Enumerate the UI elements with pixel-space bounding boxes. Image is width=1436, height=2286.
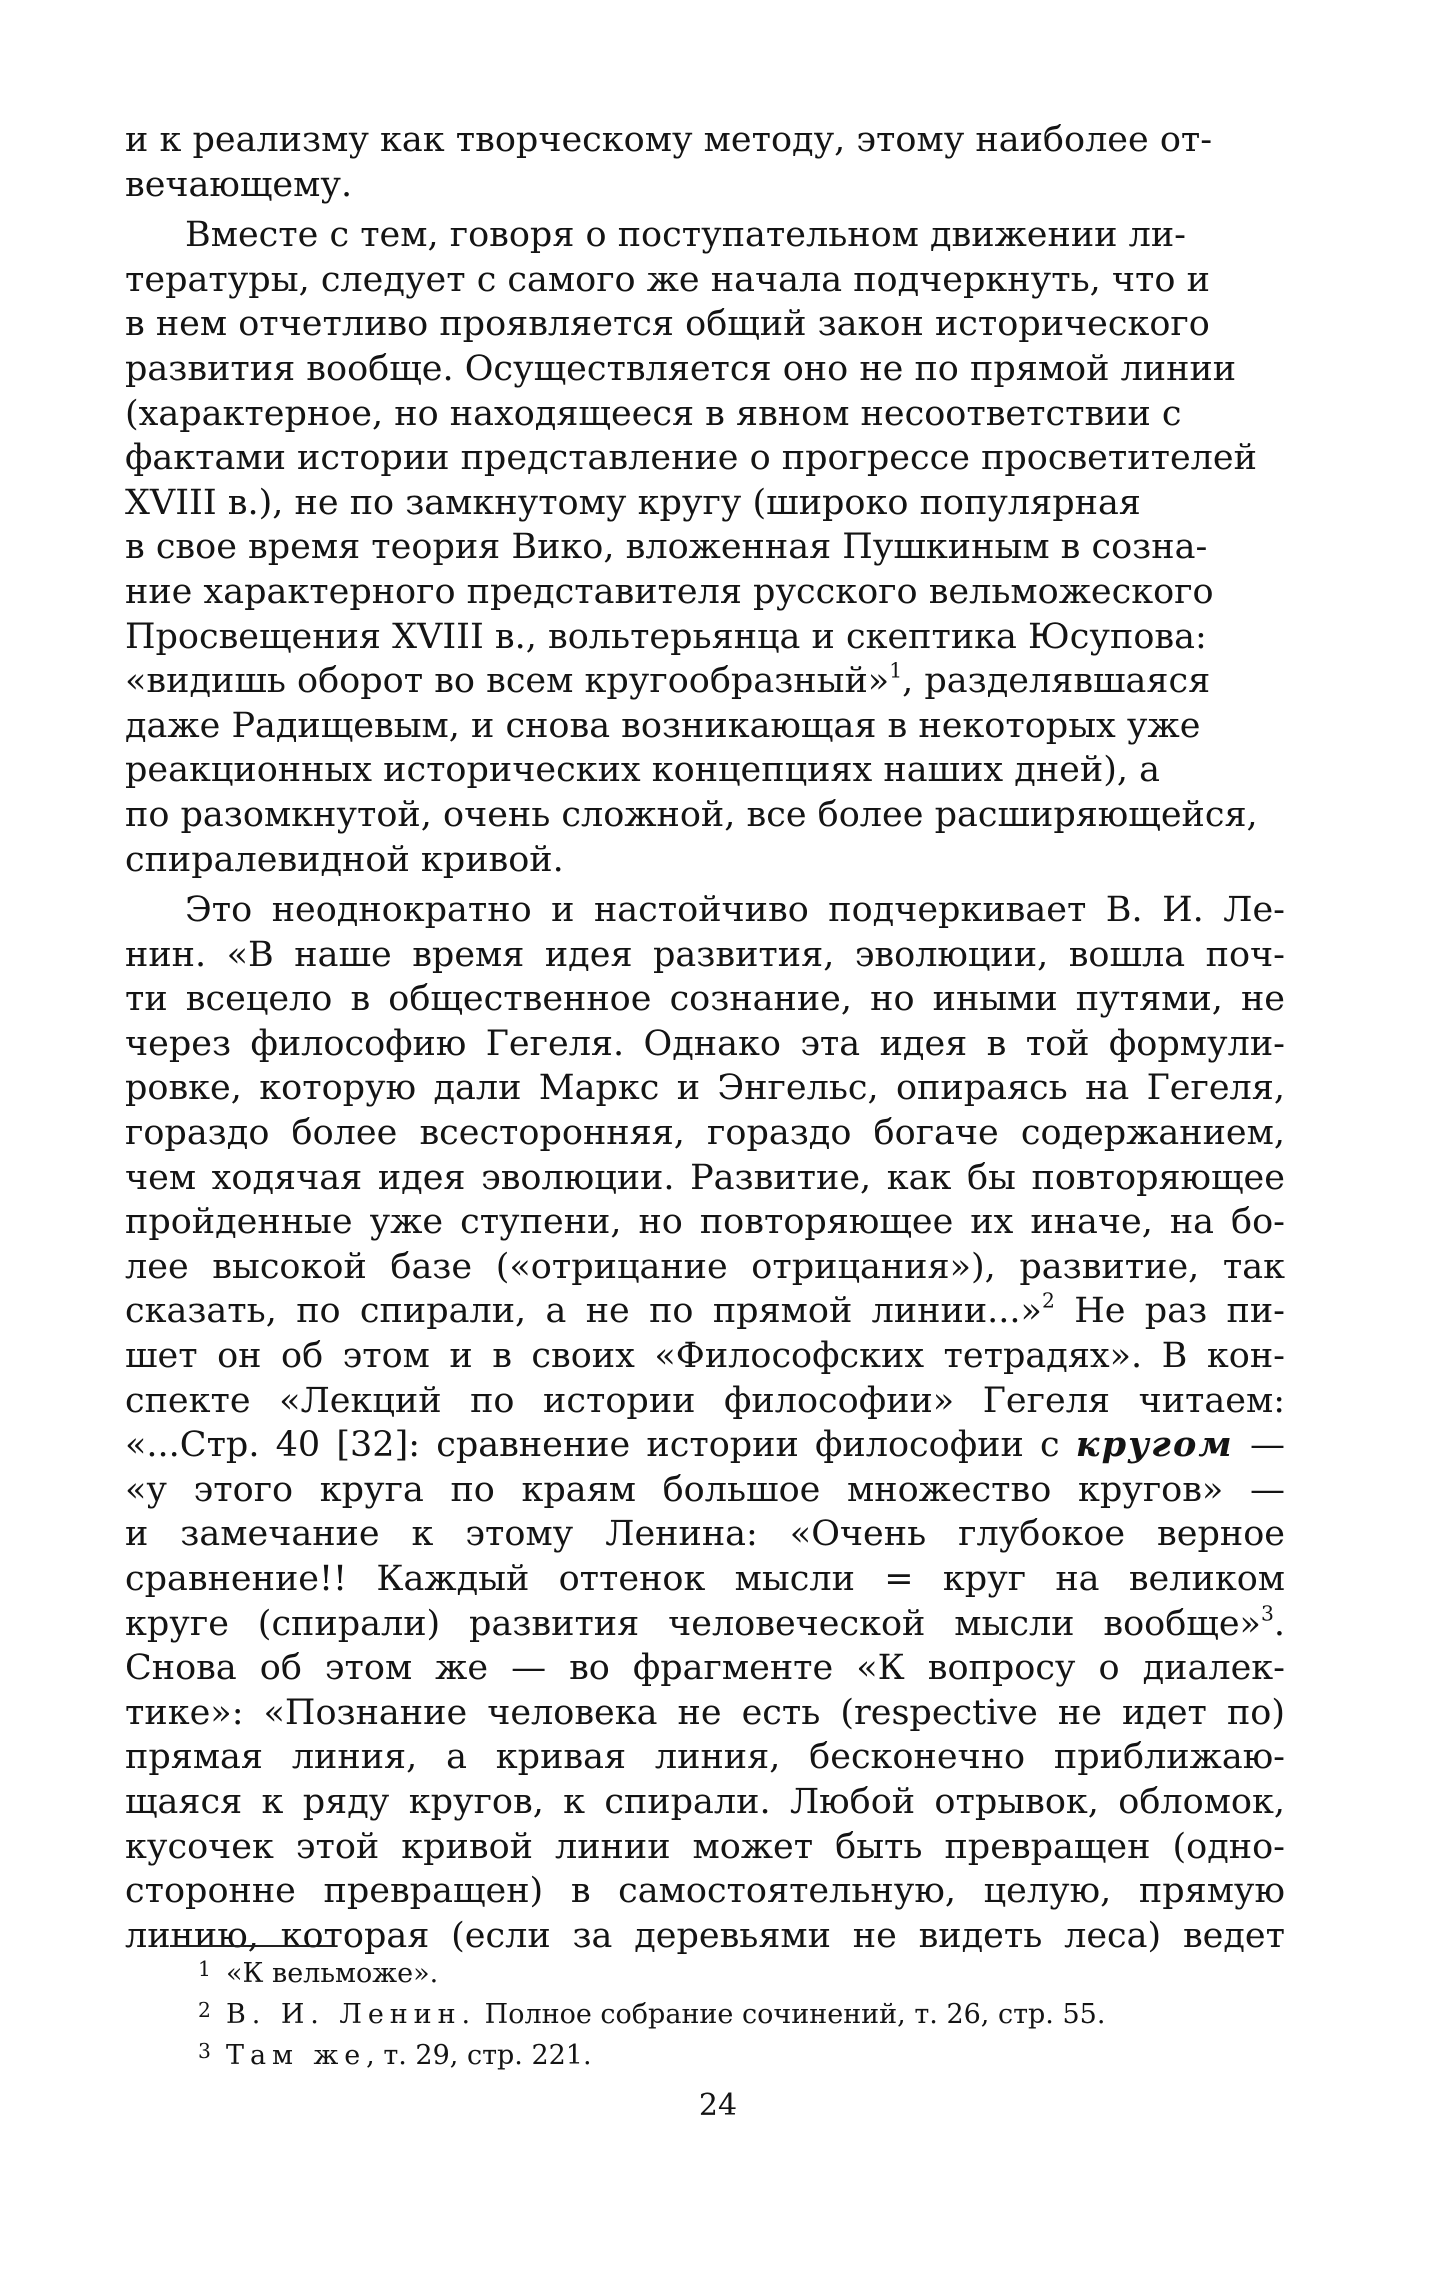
- text-line: и к реализму как творческому методу, этому наиболее от-: [125, 120, 1213, 160]
- text-line: «у этого круга по краям большое множество кругов» —: [125, 1469, 1285, 1510]
- footnote: [198, 1951, 1258, 1992]
- text-line: Снова об этом же — во фрагменте «К вопросу о диалек-: [125, 1648, 1285, 1689]
- footnote-separator: [170, 1945, 335, 1947]
- footnote-number: 1: [198, 1957, 211, 1981]
- text-line: гораздо более всесторонняя, гораздо богаче содержанием,: [125, 1113, 1285, 1154]
- text-line: сказать, по спирали, а не по прямой линии...»: [125, 1291, 1042, 1332]
- text-line: в свое время теория Вико, вложенная Пушкиным в созна-: [125, 527, 1208, 568]
- text-line: (характерное, но находящееся в явном несоответствии с: [125, 393, 1182, 434]
- text-line: ровке, которую дали Маркс и Энгельс, опираясь на Гегеля,: [125, 1068, 1285, 1109]
- text-line: .: [1273, 1603, 1285, 1644]
- text-line: фактами истории представление о прогрессе просветителей: [125, 438, 1257, 479]
- text-line: развития вообще. Осуществляется оно не по прямой линии: [125, 348, 1237, 389]
- page-number: 24: [698, 2088, 738, 2123]
- text-line: Это неоднократно и настойчиво подчеркивает В. И. Ле-: [185, 890, 1285, 931]
- text-line: сторонне превращен) в самостоятельную, целую, прямую: [125, 1871, 1285, 1912]
- text-line: «видишь оборот во всем кругообразный»: [125, 661, 890, 702]
- text-line: линию, которая (если за деревьями не видеть леса) ведет: [125, 1915, 1285, 1956]
- text-line: шет он об этом и в своих «Философских тетрадях». В кон-: [125, 1336, 1285, 1377]
- text-line: сравнение!! Каждый оттенок мысли = круг на великом: [125, 1559, 1285, 1599]
- paragraph: [125, 118, 1285, 207]
- text-line: спиралевидной кривой.: [125, 839, 564, 880]
- text-line: щаяся к ряду кругов, к спирали. Любой отрывок, обломок,: [125, 1781, 1285, 1822]
- text-line: по разомкнутой, очень сложной, все более расширяющейся,: [125, 794, 1258, 835]
- footnote-number: 2: [198, 1998, 211, 2023]
- text-line: вечающему.: [125, 164, 353, 205]
- paragraph: [125, 888, 1285, 1958]
- text-line: тике»: «Познание человека не есть (respective не идет по): [125, 1692, 1285, 1733]
- text-line: XVIII в.), не по замкнутому кругу (широко популярная: [125, 482, 1141, 523]
- footnote-author: Там же: [226, 2040, 367, 2072]
- text-line: Не раз пи-: [1054, 1291, 1285, 1332]
- text-line: —: [1233, 1425, 1285, 1466]
- text-line: через философию Гегеля. Однако эта идея в той формули-: [125, 1023, 1285, 1064]
- footnote-text: «К вельможе».: [226, 1958, 439, 1990]
- footnote-text: Полное собрание сочинений, т. 26, стр. 55.: [476, 1999, 1106, 2031]
- text-line: прямая линия, а кривая линия, бесконечно приближаю-: [125, 1737, 1285, 1778]
- footnote-text: , т. 29, стр. 221.: [366, 2040, 592, 2072]
- footnote-ref: 3: [1260, 1600, 1274, 1625]
- footnote: [198, 1992, 1258, 2033]
- footnote: [198, 2033, 1258, 2074]
- text-line: ти всецело в общественное сознание, но иными путями, не: [125, 979, 1285, 1020]
- text-line: , разделявшаяся: [902, 661, 1211, 702]
- text-line: и замечание к этому Ленина: «Очень глубокое верное: [125, 1514, 1285, 1555]
- emphasized-word: кругом: [1075, 1424, 1234, 1466]
- footnote-author: В. И. Ленин.: [226, 1999, 477, 2031]
- footnote-ref: 2: [1041, 1288, 1055, 1313]
- footnote-ref: 1: [889, 658, 903, 683]
- text-line: нин. «В наше время идея развития, эволюции, вошла поч-: [125, 934, 1285, 975]
- text-line: тературы, следует с самого же начала подчеркнуть, что и: [125, 259, 1210, 300]
- text-line: Просвещения XVIII в., вольтерьянца и скептика Юсупова:: [125, 616, 1207, 657]
- footnotes: [198, 1951, 1258, 2074]
- page-body: [125, 118, 1285, 1958]
- text-line: Вместе с тем, говоря о поступательном движении ли-: [185, 215, 1186, 256]
- text-line: «...Стр. 40 [32]: сравнение истории философии с: [125, 1425, 1060, 1466]
- text-line: ние характерного представителя русского вельможеского: [125, 571, 1214, 612]
- text-line: лее высокой базе («отрицание отрицания»), развитие, так: [125, 1246, 1285, 1287]
- text-line: кусочек этой кривой линии может быть превращен (одно-: [125, 1826, 1285, 1867]
- footnote-number: 3: [198, 2039, 211, 2064]
- text-line: круге (спирали) развития человеческой мысли вообще»: [125, 1603, 1261, 1644]
- text-line: чем ходячая идея эволюции. Развитие, как бы повторяющее: [125, 1157, 1285, 1198]
- paragraph: [125, 213, 1285, 882]
- text-line: в нем отчетливо проявляется общий закон исторического: [125, 304, 1210, 345]
- text-line: даже Радищевым, и снова возникающая в некоторых уже: [125, 705, 1201, 746]
- text-line: пройденные уже ступени, но повторяющее их иначе, на бо-: [125, 1202, 1285, 1243]
- text-line: реакционных исторических концепциях наших дней), а: [125, 750, 1160, 791]
- text-line: спекте «Лекций по истории философии» Гегеля читаем:: [125, 1380, 1285, 1421]
